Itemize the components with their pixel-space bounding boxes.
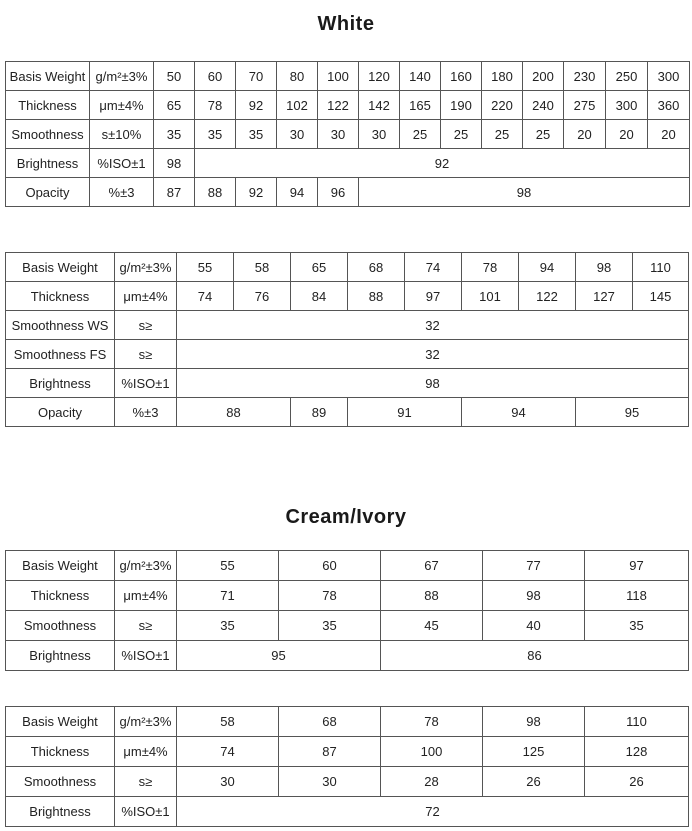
table-cell: 71 (177, 581, 279, 611)
table-cell: 25 (482, 120, 523, 149)
table-cell: 102 (277, 91, 318, 120)
table-cell: 74 (177, 282, 234, 311)
table-cell: 160 (441, 62, 482, 91)
row-label: Smoothness FS (6, 340, 115, 369)
row-unit: %±3 (90, 178, 154, 207)
table-cell: 45 (381, 611, 483, 641)
row-label: Thickness (6, 581, 115, 611)
table-cell: 98 (359, 178, 690, 207)
table-cell: 35 (195, 120, 236, 149)
cream-ivory-section-title: Cream/Ivory (285, 506, 407, 528)
table-cell: 35 (585, 611, 689, 641)
table-cell: 74 (405, 253, 462, 282)
table-cell: 87 (154, 178, 195, 207)
table-cell: 94 (462, 398, 576, 427)
table-row (6, 641, 689, 671)
row-label: Opacity (6, 178, 90, 207)
table-cell: 30 (318, 120, 359, 149)
table-cell: 127 (576, 282, 633, 311)
table-cell: 120 (359, 62, 400, 91)
table-cell: 35 (154, 120, 195, 149)
row-label: Opacity (6, 398, 115, 427)
table-row (6, 340, 689, 369)
row-unit: μm±4% (115, 581, 177, 611)
table-cell: 190 (441, 91, 482, 120)
table-cell: 68 (348, 253, 405, 282)
table-row (6, 91, 690, 120)
row-unit: μm±4% (115, 737, 177, 767)
table-cell: 92 (195, 149, 690, 178)
row-unit: s±10% (90, 120, 154, 149)
row-label: Brightness (6, 149, 90, 178)
table-cell: 98 (483, 707, 585, 737)
row-label: Basis Weight (6, 707, 115, 737)
table-cell: 110 (633, 253, 689, 282)
table-cell: 28 (381, 767, 483, 797)
table-cell: 145 (633, 282, 689, 311)
table-cell: 95 (576, 398, 689, 427)
table-cell: 360 (648, 91, 690, 120)
table-cell: 30 (279, 767, 381, 797)
table-cell: 125 (483, 737, 585, 767)
table-cell: 128 (585, 737, 689, 767)
table-cell: 98 (177, 369, 689, 398)
table-cell: 97 (405, 282, 462, 311)
row-unit: %ISO±1 (115, 797, 177, 827)
table-cell: 74 (177, 737, 279, 767)
table-cell: 58 (177, 707, 279, 737)
table-row (6, 311, 689, 340)
table-cell: 98 (576, 253, 633, 282)
table-cell: 142 (359, 91, 400, 120)
table-row (6, 707, 689, 737)
white-section-title: White (317, 13, 375, 35)
table-cell: 58 (234, 253, 291, 282)
table-cell: 20 (648, 120, 690, 149)
table-cell: 30 (359, 120, 400, 149)
row-label: Basis Weight (6, 551, 115, 581)
table-cell: 94 (277, 178, 318, 207)
row-label: Brightness (6, 797, 115, 827)
table-cell: 140 (400, 62, 441, 91)
row-unit: g/m²±3% (115, 707, 177, 737)
row-label: Basis Weight (6, 253, 115, 282)
row-unit: %±3 (115, 398, 177, 427)
row-unit: s≥ (115, 311, 177, 340)
table-cell: 68 (279, 707, 381, 737)
row-label: Smoothness (6, 767, 115, 797)
table-cell: 30 (277, 120, 318, 149)
table-cell: 78 (195, 91, 236, 120)
table-cell: 78 (462, 253, 519, 282)
table-cell: 240 (523, 91, 564, 120)
row-unit: μm±4% (90, 91, 154, 120)
table-cell: 100 (318, 62, 359, 91)
table-cell: 88 (348, 282, 405, 311)
table-cell: 78 (381, 707, 483, 737)
row-label: Thickness (6, 282, 115, 311)
white-spec-table-1 (5, 61, 690, 207)
row-label: Brightness (6, 641, 115, 671)
table-cell: 72 (177, 797, 689, 827)
table-row (6, 797, 689, 827)
table-cell: 84 (291, 282, 348, 311)
table-cell: 101 (462, 282, 519, 311)
table-cell: 230 (564, 62, 606, 91)
table-row (6, 120, 690, 149)
table-row (6, 149, 690, 178)
table-cell: 275 (564, 91, 606, 120)
table-cell: 250 (606, 62, 648, 91)
row-label: Brightness (6, 369, 115, 398)
table-cell: 165 (400, 91, 441, 120)
table-row (6, 581, 689, 611)
table-cell: 110 (585, 707, 689, 737)
table-cell: 60 (279, 551, 381, 581)
table-row (6, 767, 689, 797)
table-cell: 88 (381, 581, 483, 611)
table-cell: 100 (381, 737, 483, 767)
table-cell: 91 (348, 398, 462, 427)
table-cell: 300 (648, 62, 690, 91)
table-cell: 26 (585, 767, 689, 797)
table-cell: 35 (279, 611, 381, 641)
table-cell: 86 (381, 641, 689, 671)
table-cell: 55 (177, 253, 234, 282)
white-spec-table-2 (5, 252, 689, 427)
row-label: Smoothness (6, 611, 115, 641)
table-cell: 118 (585, 581, 689, 611)
row-label: Thickness (6, 91, 90, 120)
table-cell: 88 (177, 398, 291, 427)
table-cell: 180 (482, 62, 523, 91)
table-cell: 92 (236, 178, 277, 207)
table-cell: 50 (154, 62, 195, 91)
row-unit: s≥ (115, 611, 177, 641)
table-cell: 65 (154, 91, 195, 120)
table-cell: 97 (585, 551, 689, 581)
row-unit: %ISO±1 (115, 369, 177, 398)
row-unit: g/m²±3% (90, 62, 154, 91)
row-label: Thickness (6, 737, 115, 767)
table-cell: 122 (519, 282, 576, 311)
table-cell: 60 (195, 62, 236, 91)
table-cell: 98 (154, 149, 195, 178)
cream-spec-table-1 (5, 550, 689, 671)
table-row (6, 369, 689, 398)
table-cell: 98 (483, 581, 585, 611)
table-cell: 25 (523, 120, 564, 149)
table-row (6, 398, 689, 427)
table-cell: 26 (483, 767, 585, 797)
table-cell: 32 (177, 311, 689, 340)
table-row (6, 282, 689, 311)
table-row (6, 178, 690, 207)
table-cell: 40 (483, 611, 585, 641)
table-cell: 30 (177, 767, 279, 797)
row-label: Basis Weight (6, 62, 90, 91)
row-label: Smoothness WS (6, 311, 115, 340)
table-cell: 78 (279, 581, 381, 611)
table-cell: 70 (236, 62, 277, 91)
row-unit: %ISO±1 (90, 149, 154, 178)
table-cell: 96 (318, 178, 359, 207)
row-unit: μm±4% (115, 282, 177, 311)
table-row (6, 551, 689, 581)
table-row (6, 253, 689, 282)
table-cell: 20 (564, 120, 606, 149)
table-cell: 122 (318, 91, 359, 120)
table-row (6, 611, 689, 641)
table-cell: 35 (177, 611, 279, 641)
table-cell: 20 (606, 120, 648, 149)
table-cell: 77 (483, 551, 585, 581)
table-cell: 76 (234, 282, 291, 311)
table-cell: 300 (606, 91, 648, 120)
table-cell: 200 (523, 62, 564, 91)
table-cell: 25 (441, 120, 482, 149)
table-cell: 55 (177, 551, 279, 581)
row-unit: s≥ (115, 340, 177, 369)
table-cell: 88 (195, 178, 236, 207)
table-cell: 92 (236, 91, 277, 120)
row-unit: g/m²±3% (115, 253, 177, 282)
table-cell: 87 (279, 737, 381, 767)
table-row (6, 62, 690, 91)
row-unit: g/m²±3% (115, 551, 177, 581)
table-cell: 80 (277, 62, 318, 91)
table-cell: 95 (177, 641, 381, 671)
row-unit: s≥ (115, 767, 177, 797)
table-row (6, 737, 689, 767)
table-cell: 35 (236, 120, 277, 149)
row-label: Smoothness (6, 120, 90, 149)
row-unit: %ISO±1 (115, 641, 177, 671)
table-cell: 220 (482, 91, 523, 120)
table-cell: 65 (291, 253, 348, 282)
table-cell: 89 (291, 398, 348, 427)
table-cell: 67 (381, 551, 483, 581)
table-cell: 32 (177, 340, 689, 369)
table-cell: 94 (519, 253, 576, 282)
table-cell: 25 (400, 120, 441, 149)
cream-spec-table-2 (5, 706, 689, 827)
